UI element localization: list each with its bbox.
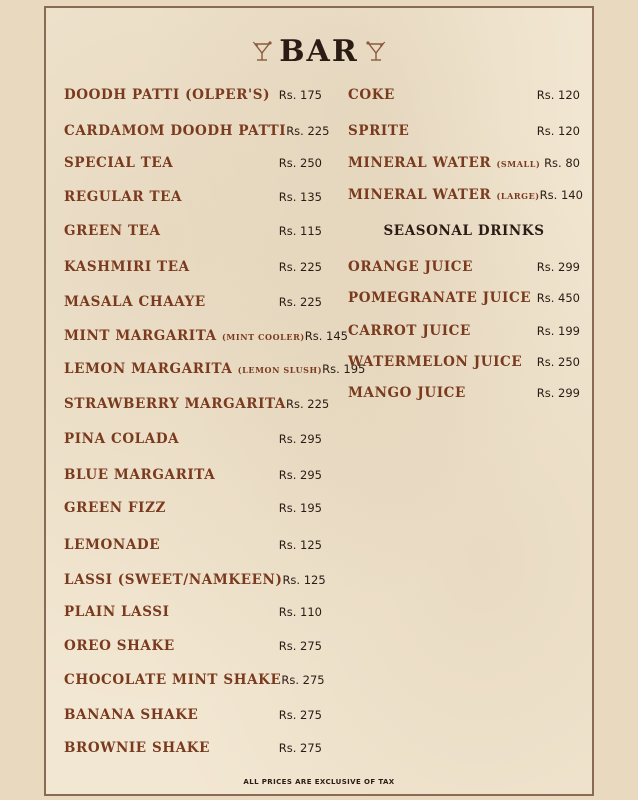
menu-header [46,34,592,69]
menu-item [64,223,322,239]
item-price: Rs. 250 [536,355,580,369]
item-name: SPRITE [348,123,410,139]
item-name: CHOCOLATE MINT SHAKE [64,672,282,688]
item-price: Rs. 125 [278,538,322,552]
item-name: BROWNIE SHAKE [64,740,210,756]
item-price: Rs. 140 [539,188,583,202]
item-name: MASALA CHAAYE [64,294,206,310]
item-price: Rs. 195 [278,501,322,515]
item-name: SPECIAL TEA [64,155,174,171]
menu-item [64,604,322,620]
item-name: REGULAR TEA [64,189,183,205]
item-price: Rs. 450 [536,291,580,305]
menu-item [64,467,322,483]
menu-item [348,290,580,306]
menu-item [64,431,322,447]
item-name: POMEGRANATE JUICE [348,290,532,306]
item-name: MINERAL WATER (SMALL) [348,155,541,171]
item-name: MANGO JUICE [348,385,466,401]
item-price: Rs. 110 [278,605,322,619]
item-name: MINT MARGARITA (MINT COOLER) [64,328,305,344]
item-price: Rs. 175 [278,88,322,102]
item-name: LEMON MARGARITA (LEMON SLUSH) [64,361,323,377]
menu-item [348,385,580,401]
menu-item [348,123,580,139]
item-note: (MINT COOLER) [222,332,305,342]
item-price: Rs. 120 [536,88,580,102]
item-name: CARDAMOM DOODH PATTI [64,123,287,139]
item-price: Rs. 80 [544,156,580,170]
item-note: (SMALL) [496,159,541,169]
item-price: Rs. 295 [278,432,322,446]
menu-item [64,189,322,205]
item-name: DOODH PATTI (OLPER'S) [64,87,271,103]
item-name: WATERMELON JUICE [348,354,523,370]
item-name: OREO SHAKE [64,638,175,654]
item-price: Rs. 225 [278,295,322,309]
tax-note: ALL PRICES ARE EXCLUSIVE OF TAX [243,778,395,786]
menu-item [64,740,322,756]
menu-item [348,323,580,339]
cocktail-glass-left-icon [249,40,275,64]
item-note: (LARGE) [496,191,540,201]
item-price: Rs. 295 [278,468,322,482]
item-name: COKE [348,87,395,103]
item-name: GREEN FIZZ [64,500,166,516]
item-name: KASHMIRI TEA [64,259,190,275]
menu-item [64,572,326,588]
item-price: Rs. 275 [278,639,322,653]
item-name: ORANGE JUICE [348,259,474,275]
item-name: LASSI (SWEET/NAMKEEN) [64,572,283,588]
item-name: CARROT JUICE [348,323,471,339]
seasonal-drinks-heading: SEASONAL DRINKS [383,223,545,239]
menu-item [348,259,580,275]
menu-item [64,396,330,412]
item-name: BLUE MARGARITA [64,467,216,483]
item-price: Rs. 199 [536,324,580,338]
item-price: Rs. 275 [281,673,325,687]
item-price: Rs. 299 [536,260,580,274]
menu-item [64,87,322,103]
menu-item [64,155,322,171]
item-name: PLAIN LASSI [64,604,170,620]
menu-item [64,537,322,553]
page-title: BAR [279,34,359,69]
menu-item [64,707,322,723]
item-name: PINA COLADA [64,431,180,447]
menu-item [64,328,348,344]
menu-sheet [44,6,594,796]
menu-item [348,87,580,103]
item-price: Rs. 120 [536,124,580,138]
item-price: Rs. 115 [278,224,322,238]
item-price: Rs. 225 [286,124,330,138]
item-price: Rs. 250 [278,156,322,170]
menu-item [348,354,580,370]
menu-item [64,672,325,688]
menu-item [64,259,322,275]
item-price: Rs. 145 [304,329,348,343]
menu-item [348,155,580,171]
item-name: LEMONADE [64,537,161,553]
menu-item [64,638,322,654]
item-price: Rs. 225 [286,397,330,411]
item-price: Rs. 275 [278,741,322,755]
item-name: BANANA SHAKE [64,707,199,723]
item-price: Rs. 195 [322,362,366,376]
item-price: Rs. 225 [278,260,322,274]
menu-item [64,500,322,516]
item-price: Rs. 299 [536,386,580,400]
menu-item [348,187,583,203]
menu-item [64,361,366,377]
menu-item [64,294,322,310]
item-price: Rs. 135 [278,190,322,204]
item-name: GREEN TEA [64,223,161,239]
menu-item [64,123,330,139]
item-name: STRAWBERRY MARGARITA [64,396,286,412]
item-note: (LEMON SLUSH) [237,365,323,375]
item-price: Rs. 275 [278,708,322,722]
item-name: MINERAL WATER (LARGE) [348,187,540,203]
cocktail-glass-right-icon [363,40,389,64]
item-price: Rs. 125 [282,573,326,587]
